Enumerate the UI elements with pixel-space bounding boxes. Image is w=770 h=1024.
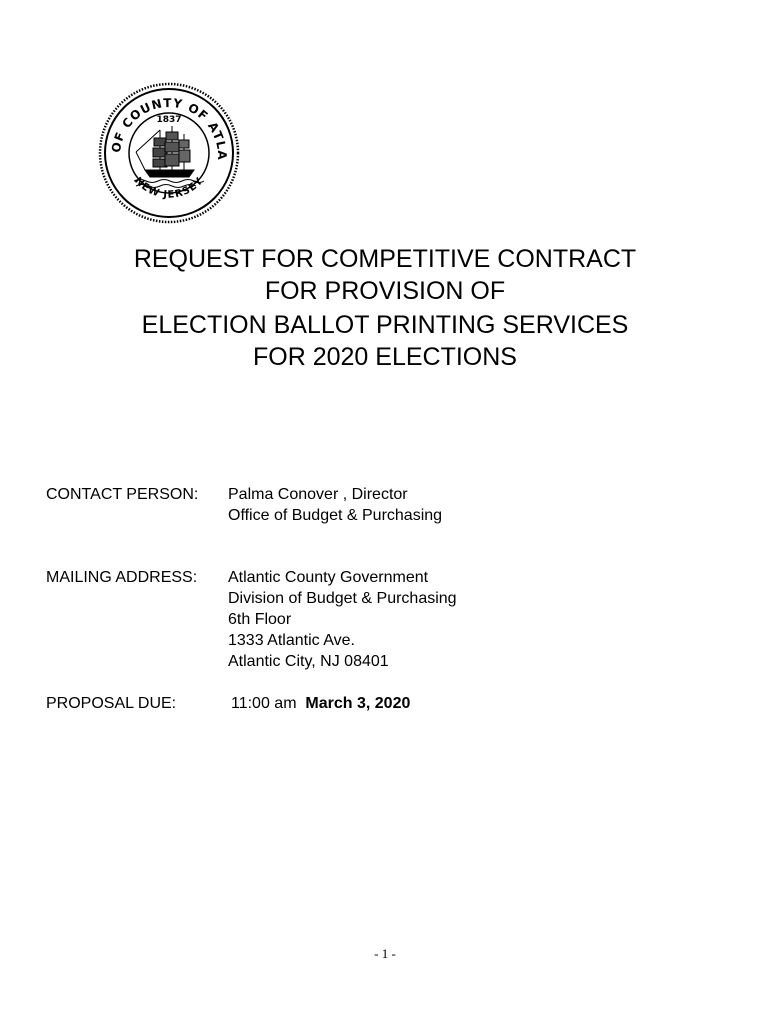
mailing-address-label: MAILING ADDRESS: bbox=[46, 569, 198, 586]
title-line: REQUEST FOR COMPETITIVE CONTRACT bbox=[133, 245, 637, 273]
contact-line: Office of Budget & Purchasing bbox=[228, 507, 443, 524]
address-line: 6th Floor bbox=[228, 611, 292, 628]
svg-text:1837: 1837 bbox=[156, 115, 182, 125]
county-seal-icon bbox=[98, 82, 240, 224]
document-title bbox=[0, 243, 770, 307]
title-line: FOR 2020 ELECTIONS bbox=[253, 343, 517, 371]
address-line: 1333 Atlantic Ave. bbox=[228, 632, 355, 649]
proposal-due-time: 11:00 am bbox=[231, 695, 297, 712]
address-line: Atlantic City, NJ 08401 bbox=[228, 653, 389, 670]
svg-text:NEW JERSEY: NEW JERSEY bbox=[132, 175, 206, 201]
svg-text:SEAL OF COUNTY OF ATLANTIC: OF COUNTY OF ATLA bbox=[108, 95, 230, 161]
contact-line: Palma Conover , Director bbox=[228, 486, 408, 503]
mailing-address-value bbox=[228, 567, 457, 672]
address-line: Division of Budget & Purchasing bbox=[228, 590, 457, 607]
title-line: ELECTION BALLOT PRINTING SERVICES bbox=[141, 311, 629, 339]
title-line: FOR PROVISION OF bbox=[264, 277, 506, 305]
contact-person-label: CONTACT PERSON: bbox=[46, 486, 199, 503]
proposal-due-date: March 3, 2020 bbox=[305, 695, 411, 712]
address-line: Atlantic County Government bbox=[228, 569, 429, 586]
page-number: - 1 - bbox=[374, 946, 396, 961]
proposal-due-label: PROPOSAL DUE: bbox=[46, 695, 177, 712]
contact-person-value bbox=[228, 484, 442, 526]
proposal-due-value bbox=[231, 693, 410, 714]
document-title-continued bbox=[0, 309, 770, 373]
